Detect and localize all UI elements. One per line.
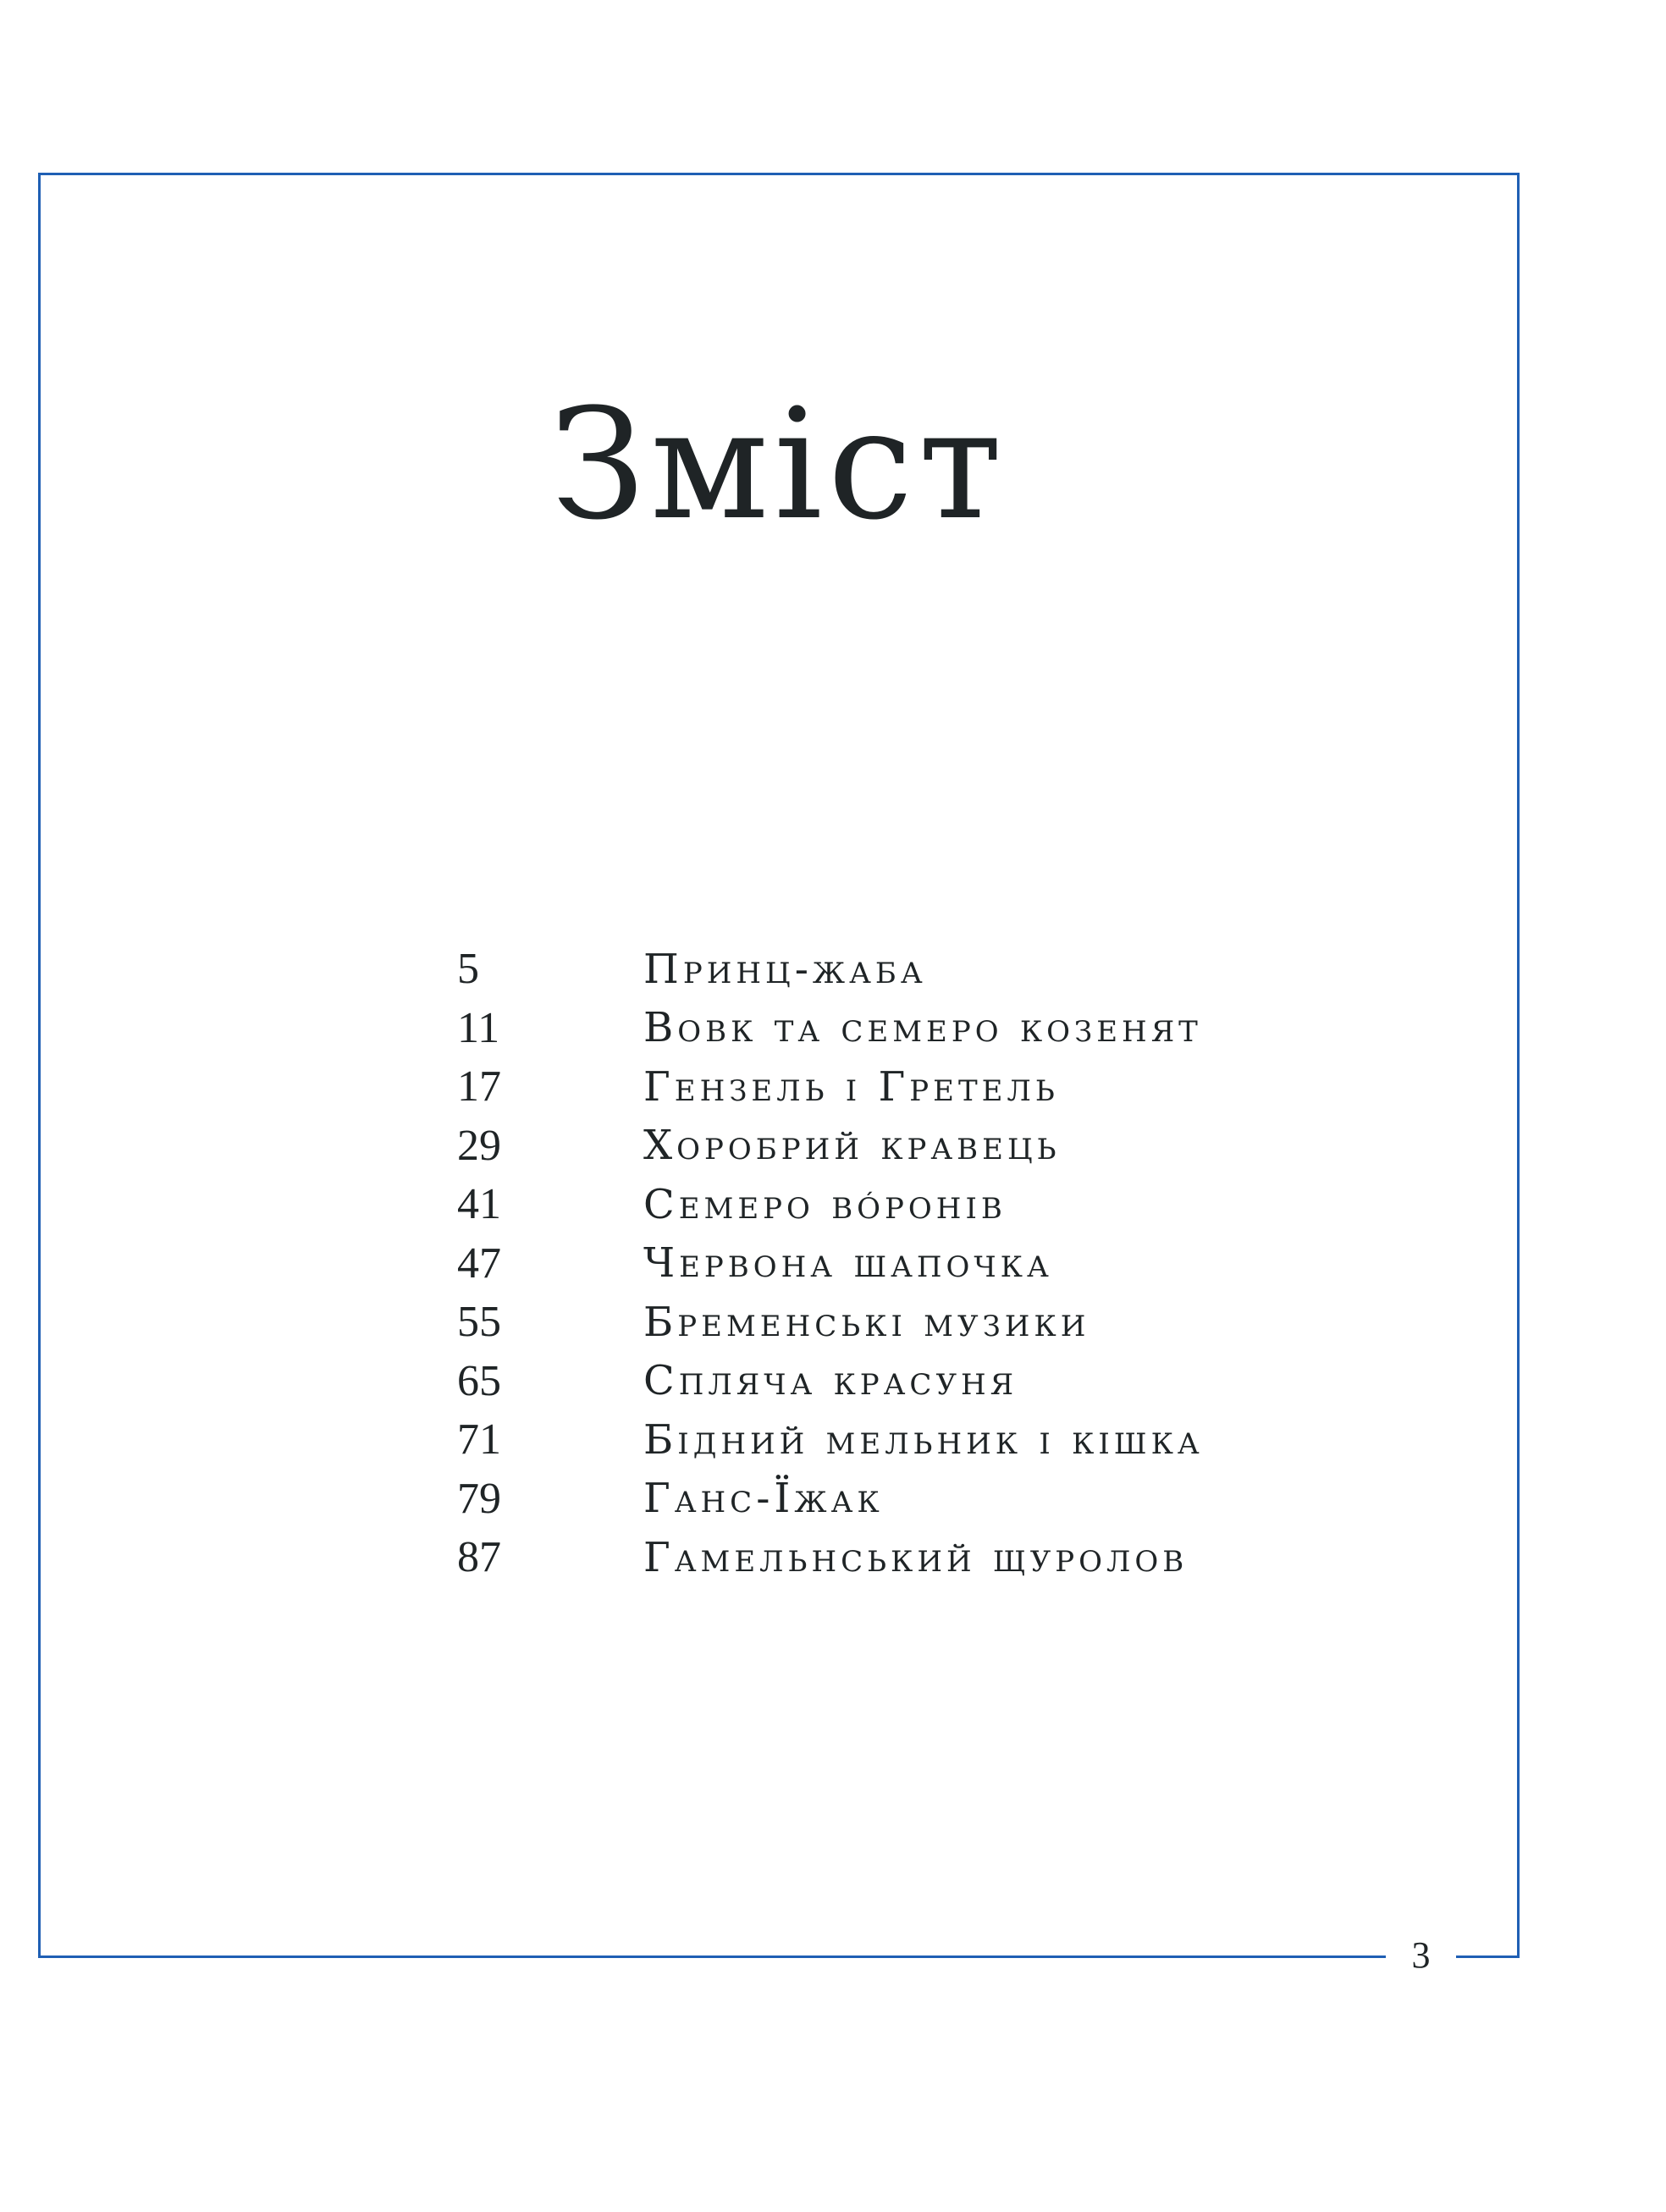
toc-entry[interactable] bbox=[457, 1234, 1473, 1294]
toc-page-number: 55 bbox=[457, 1298, 501, 1347]
toc-entry[interactable] bbox=[457, 1410, 1473, 1470]
toc-title: Ганс-Їжак bbox=[643, 1475, 884, 1523]
toc-page-number: 79 bbox=[457, 1474, 501, 1523]
toc-page-number: 47 bbox=[457, 1238, 501, 1288]
frame-top-border bbox=[38, 173, 1520, 175]
toc-entry[interactable] bbox=[457, 1352, 1473, 1411]
toc-title: Вовк та семеро козенят bbox=[643, 1004, 1202, 1052]
toc-entry[interactable] bbox=[457, 1057, 1473, 1117]
toc-title: Гамельнський щуролов bbox=[643, 1533, 1189, 1581]
toc-page-number: 5 bbox=[457, 945, 479, 994]
toc-entry[interactable] bbox=[457, 1470, 1473, 1529]
toc-page-number: 11 bbox=[457, 1003, 500, 1052]
toc-entry[interactable] bbox=[457, 940, 1473, 999]
table-of-contents bbox=[457, 940, 1473, 1587]
toc-entry[interactable] bbox=[457, 1117, 1473, 1176]
toc-title: Червона шапочка bbox=[643, 1239, 1053, 1288]
toc-title: Хоробрий кравець bbox=[643, 1122, 1061, 1170]
toc-title: Гензель і Гретель bbox=[643, 1062, 1059, 1111]
toc-page-number: 41 bbox=[457, 1180, 501, 1229]
toc-title: Бідний мельник і кішка bbox=[643, 1415, 1204, 1464]
toc-page-number: 17 bbox=[457, 1062, 501, 1112]
toc-entry[interactable] bbox=[457, 999, 1473, 1058]
toc-page-number: 29 bbox=[457, 1121, 501, 1170]
frame-bottom-border-left bbox=[38, 1955, 1386, 1958]
toc-entry[interactable] bbox=[457, 1293, 1473, 1352]
toc-page-number: 87 bbox=[457, 1533, 501, 1582]
toc-title: Бременські музики bbox=[643, 1298, 1090, 1346]
toc-entry[interactable] bbox=[457, 1175, 1473, 1234]
page-title: Зміст bbox=[549, 377, 1008, 554]
toc-entry[interactable] bbox=[457, 1528, 1473, 1587]
toc-page-number: 71 bbox=[457, 1415, 501, 1465]
toc-title: Принц-жаба bbox=[643, 945, 927, 993]
toc-title: Семеро вóронів bbox=[643, 1180, 1007, 1228]
frame-bottom-border-right bbox=[1456, 1955, 1520, 1958]
toc-title: Спляча красуня bbox=[643, 1357, 1018, 1405]
page-number: 3 bbox=[1411, 1934, 1431, 1976]
toc-page-number: 65 bbox=[457, 1356, 501, 1405]
